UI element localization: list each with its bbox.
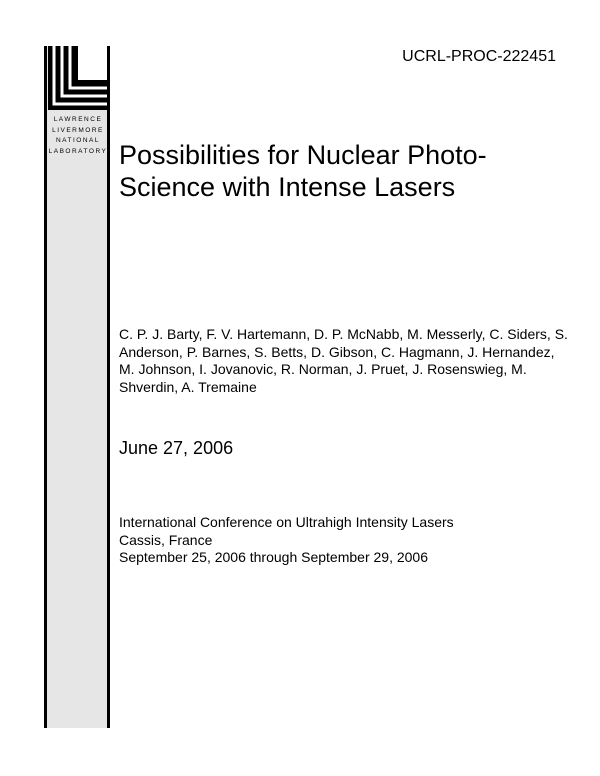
report-id: UCRL-PROC-222451 [402, 48, 556, 65]
llnl-logo-icon [48, 46, 107, 110]
conference-name: International Conference on Ultrahigh Intensity Lasers [119, 514, 454, 530]
conference-location: Cassis, France [119, 531, 213, 548]
conference-dates: September 25, 2006 through September 29, 2006 [119, 549, 428, 565]
document-date: June 27, 2006 [119, 438, 234, 458]
institution-line: LAWRENCE [53, 116, 103, 123]
institution-line: LABORATORY [48, 147, 108, 155]
institution-line: NATIONAL [55, 137, 101, 144]
institution-name [47, 115, 109, 157]
author-list: C. P. J. Barty, F. V. Hartemann, D. P. McNabb, M. Messerly, C. Siders, S. Anderson, P. Barnes, S. Betts, D. Gibson, C. Hagmann, J. Hernandez, M. Johnson, I. Jovanovic, R. Norman, J. Pruet, J. Rosenswieg, M. Shverdin, A. Tremaine [119, 326, 568, 395]
document-title: Possibilities for Nuclear Photo-Science with Intense Lasers [119, 140, 487, 202]
conference-info [119, 514, 569, 567]
institution-line: LIVERMORE [52, 126, 104, 134]
